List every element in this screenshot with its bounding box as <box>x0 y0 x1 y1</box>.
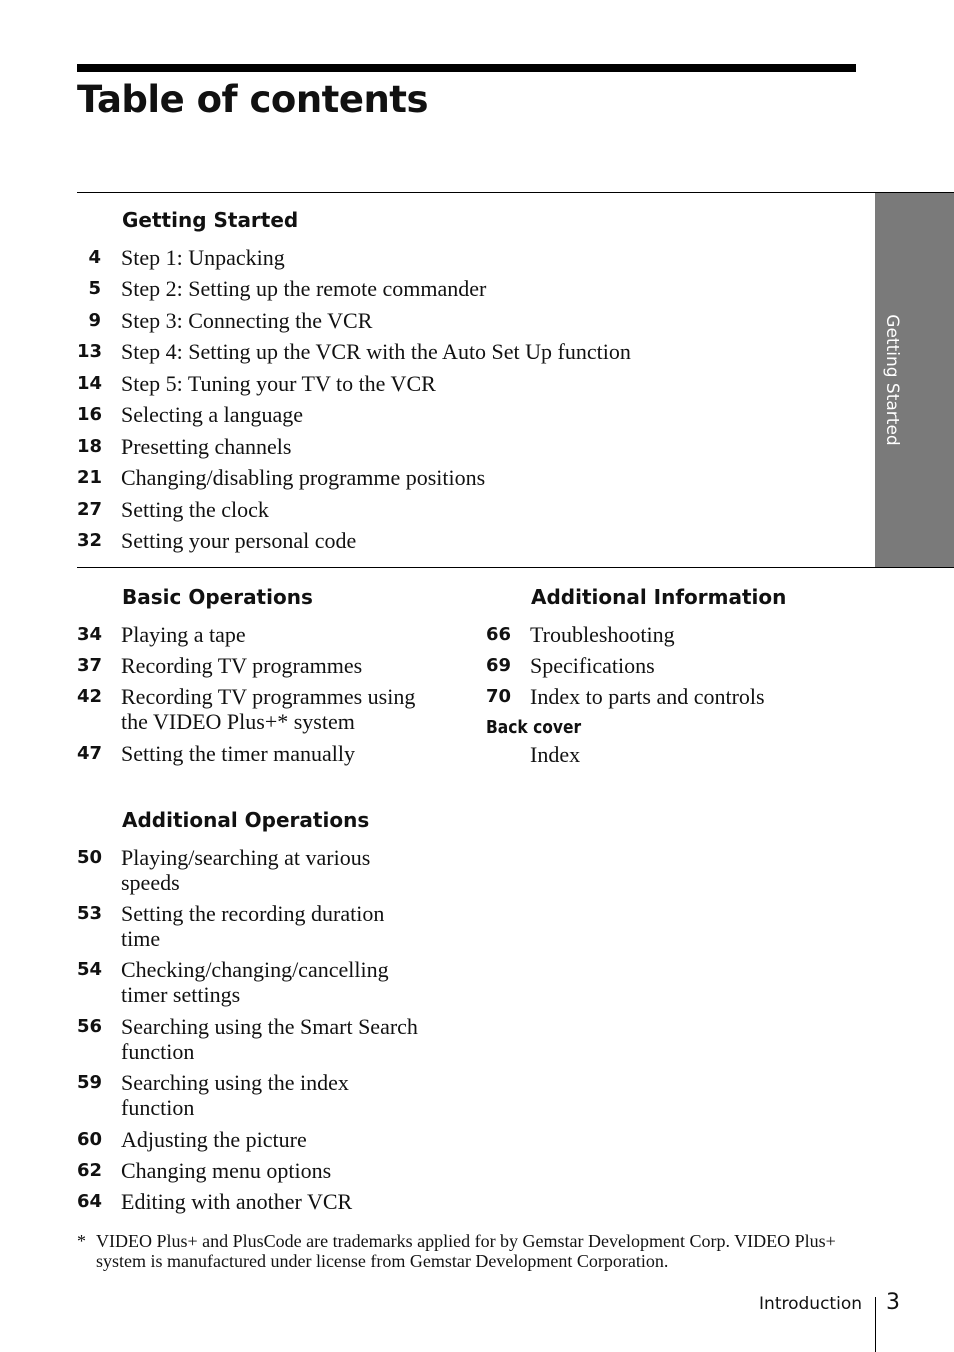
toc-entry-text: Selecting a language <box>121 402 304 427</box>
toc-entry-text: Searching using the index <box>121 1070 349 1095</box>
toc-entry-text: Setting your personal code <box>121 528 357 553</box>
toc-page-number: 62 <box>77 1160 103 1181</box>
toc-entry-text: function <box>121 1039 195 1064</box>
heading-getting-started: Getting Started <box>122 208 299 232</box>
toc-page-number: 21 <box>77 467 103 488</box>
toc-page-number: 54 <box>77 959 103 980</box>
toc-entry-text: Recording TV programmes <box>121 653 363 678</box>
back-cover-label: Back cover <box>486 717 582 738</box>
toc-entry-text: function <box>121 1095 195 1120</box>
toc-page-number: 4 <box>88 247 101 268</box>
heading-additional-operations: Additional Operations <box>122 808 370 832</box>
toc-entry-text: Step 2: Setting up the remote commander <box>121 276 487 301</box>
footnote-text: VIDEO Plus+ and PlusCode are trademarks applied for by Gemstar Development Corp. VIDEO Plus+ system is manufactured under license from Gemstar Development Corporation. <box>96 1231 836 1271</box>
toc-page-number: 14 <box>77 373 103 394</box>
toc-entry-text: Setting the timer manually <box>121 741 356 766</box>
page-title: Table of contents <box>77 78 429 121</box>
toc-page-number: 18 <box>77 436 103 457</box>
toc-page-number: 5 <box>88 278 101 299</box>
toc-entry-text: Step 3: Connecting the VCR <box>121 308 373 333</box>
toc-entry-text: Adjusting the picture <box>121 1127 307 1152</box>
toc-page-number: 56 <box>77 1016 103 1037</box>
toc-entry-text: Playing a tape <box>121 622 246 647</box>
toc-entry-text: Checking/changing/cancelling <box>121 957 389 982</box>
toc-entry-text: Setting the recording duration <box>121 901 385 926</box>
footer-section-label: Introduction <box>759 1294 862 1314</box>
toc-page-number: 37 <box>77 655 103 676</box>
toc-page-number: 9 <box>88 310 101 331</box>
toc-entry-text: the VIDEO Plus+* system <box>121 709 355 734</box>
toc-entry-text: Changing menu options <box>121 1158 332 1183</box>
footnote-marker: * <box>77 1231 86 1251</box>
toc-page-number: 64 <box>77 1191 103 1212</box>
side-tab-label: Getting Started <box>882 314 902 446</box>
toc-page-number: 66 <box>486 624 512 645</box>
toc-entry-text: Presetting channels <box>121 434 292 459</box>
toc-entry-text: Editing with another VCR <box>121 1189 353 1214</box>
toc-page-number: 59 <box>77 1072 103 1093</box>
toc-entry-text: speeds <box>121 870 180 895</box>
toc-entry-text: Recording TV programmes using <box>121 684 416 709</box>
toc-page-number: 47 <box>77 743 103 764</box>
toc-entry-text: Step 5: Tuning your TV to the VCR <box>121 371 436 396</box>
toc-page-number: 70 <box>486 686 512 707</box>
toc-entry-text: Step 1: Unpacking <box>121 245 285 270</box>
footer-page-number: 3 <box>886 1290 900 1315</box>
toc-page-number: 27 <box>77 499 103 520</box>
toc-entry-text: Setting the clock <box>121 497 269 522</box>
toc-page-number: 16 <box>77 404 103 425</box>
section-divider-bottom <box>77 567 954 568</box>
toc-entry-text: Changing/disabling programme positions <box>121 465 486 490</box>
section-divider-top <box>77 192 954 193</box>
toc-page-number: 32 <box>77 530 103 551</box>
heading-additional-information: Additional Information <box>531 585 787 609</box>
toc-entry-text: Specifications <box>530 653 655 678</box>
toc-entry-text: Index to parts and controls <box>530 684 765 709</box>
title-top-rule <box>77 64 856 72</box>
heading-basic-operations: Basic Operations <box>122 585 313 609</box>
toc-entry-text: Searching using the Smart Search <box>121 1014 418 1039</box>
toc-page-number: 53 <box>77 903 103 924</box>
toc-entry-text: Playing/searching at various <box>121 845 371 870</box>
toc-entry-text: timer settings <box>121 982 241 1007</box>
toc-page-number: 34 <box>77 624 103 645</box>
toc-page-number: 50 <box>77 847 103 868</box>
toc-entry-text: Step 4: Setting up the VCR with the Auto Set Up function <box>121 339 631 364</box>
toc-page-number: 42 <box>77 686 103 707</box>
toc-page-number: 69 <box>486 655 512 676</box>
toc-entry-text: time <box>121 926 161 951</box>
toc-page-number: 13 <box>77 341 103 362</box>
toc-entry-text: Troubleshooting <box>530 622 675 647</box>
back-cover-item: Index <box>530 742 581 767</box>
footer-divider <box>875 1297 876 1352</box>
toc-page-number: 60 <box>77 1129 103 1150</box>
